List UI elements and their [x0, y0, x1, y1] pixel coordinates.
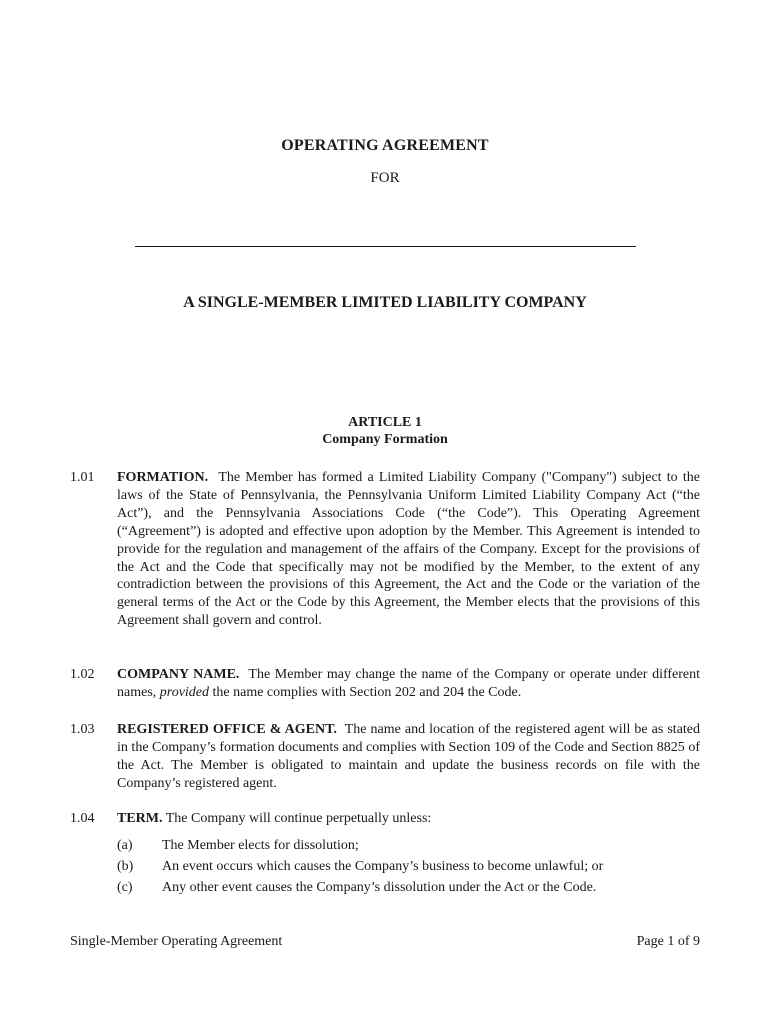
list-marker: (a) [117, 838, 133, 853]
section-heading: REGISTERED OFFICE & AGENT. [117, 722, 337, 737]
section-heading: FORMATION. [117, 470, 209, 485]
section-text: The Member may change the name of the Company or operate under different names, [117, 667, 701, 700]
article-title: Company Formation [322, 432, 448, 447]
section-text: The Company will continue perpetually unless: [165, 811, 432, 826]
section-text: The name and location of the registered agent will be as stated in the Company’s formation documents and complies with Section 109 of the Code and Section 8825 of the Act. The Member is obligated to maintain and update the business records on file with the Company’s registered agent. [117, 722, 701, 791]
section-number: 1.03 [70, 722, 95, 737]
list-marker: (c) [117, 880, 133, 895]
section-text: The Member has formed a Limited Liability Company ("Company") subject to the laws of the State of Pennsylvania, the Pennsylvania Uniform Limited Liability Company Act (“the Act”), and the Pennsylvania Associations Code (“the Code”). This Operating Agreement (“Agreement”) is adopted and effective upon adoption by the Member. This Agreement is intended to provide for the regulation and management of the affairs of the Company. Except for the provisions of the Act and the Code that specifically may not be modified by the Member, to the extent of any contradiction between the provisions of this Agreement, the Act and the Code or the variation of the general terms of the Act or the Code by this Agreement, the Member elects that the provisions of this Agreement shall govern and control. [117, 470, 700, 629]
company-name-blank-line [135, 246, 636, 247]
section-text-italic: provided [159, 684, 210, 700]
section-body [117, 469, 700, 630]
section-1-02 [70, 666, 700, 702]
section-text-end: the name complies with Section 202 and 204 the Code. [212, 684, 522, 700]
list-text: Any other event causes the Company’s dissolution under the Act or the Code. [162, 880, 597, 895]
section-1-01 [70, 469, 700, 630]
footer-page-number: Page 1 of 9 [636, 934, 700, 949]
list-text: The Member elects for dissolution; [162, 838, 359, 853]
section-1-04 [70, 810, 700, 828]
list-text: An event occurs which causes the Company’s business to become unlawful; or [162, 859, 604, 874]
section-number: 1.02 [70, 667, 95, 682]
section-body [117, 666, 700, 702]
section-body [117, 721, 700, 793]
for-label: FOR [370, 170, 400, 186]
section-heading: TERM. [117, 811, 163, 826]
section-number: 1.04 [70, 811, 95, 826]
section-1-03 [70, 721, 700, 793]
company-type-heading: A SINGLE-MEMBER LIMITED LIABILITY COMPANY [183, 294, 587, 311]
footer-document-name: Single-Member Operating Agreement [70, 934, 283, 949]
section-number: 1.01 [70, 470, 95, 485]
section-heading: COMPANY NAME. [117, 667, 240, 682]
article-number: ARTICLE 1 [348, 415, 422, 430]
list-marker: (b) [117, 859, 134, 874]
section-body [117, 810, 700, 828]
document-title: OPERATING AGREEMENT [281, 137, 489, 154]
